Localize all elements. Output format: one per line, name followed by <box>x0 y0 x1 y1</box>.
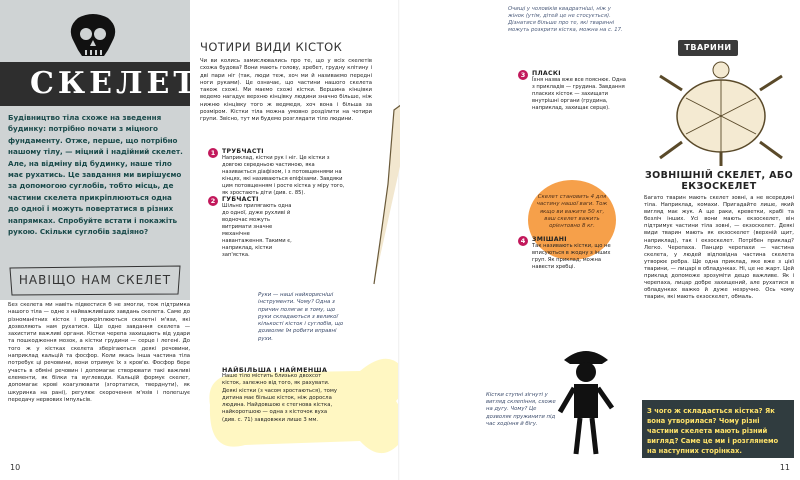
mixed-title: ЗМІШАНІ <box>532 236 567 243</box>
turtle-skeleton-icon <box>646 58 796 168</box>
intro-text: Будівництво тіла схоже на зведення будинку: потрібно почати з міцного фундаменту. Отже, перше, що потрібно нашому тілу, — міцний і надійний скелет. Але, на відміну від будинку, наше тіло має рухатись. Це завдання ми вирішуємо за допомогою суглобів, тобто місць, де частини скелета прикріплюються одна до одної і можуть повертатися в різних напрямках. Спробуйте встати і покажіть рукою. Скільки суглобів задіяно? <box>8 113 183 237</box>
tubular-text: Наприклад, кістки рук і ніг. Це кістки з довгою середньою частиною, яка називається діафізом, і з потовщеннями на кінцях, які називаються епіфізами. Завдяки цим потовщенням і ростe кістка у міру того, як зростають діти (див. с. 85). <box>222 155 345 196</box>
types-body: Чи ви колись замислювались про те, що у всіх скелетів схожа будова? Вони мають голову, хребет, грудну клітину і дві пари ніг (так, люди теж, хоч ми й називаємо передні ноги руками). Це означає, що частини нашого скелета також схожі. Ми маємо схожі кістки. Вершина кінцівки ведемо нагадує верхню кінцівку людини значно більше, ніж нижню кінцівку того ж ведмедя, хоч вона і більша за розміром. Кістки тіла можна умовно розділити на чотири групи. Звісно, тут ми будемо розглядати тіло людини. <box>200 58 372 123</box>
flat-label <box>532 70 626 112</box>
mixed-text: Так називають кістки, що не вписуються в жодну з інших груп. Як приклад, можна навести хребці. <box>532 243 611 270</box>
pelvis-note: Очищі у чоловіків квадратніші, ніж у жінок (утім, дітей це не стосується). Дізнатися більше про те, які тваринні можуть розкрити кісткa, можна на с. 17. <box>508 6 623 33</box>
smallest-heading: НАЙБІЛЬША І НАЙМЕНША <box>222 366 328 374</box>
foot-arch-note: Кістки ступні зігнуті у вигляд склепіння, схоже на дугу. Чому? Це дозволяє пружинити під час ходіння й бігу. <box>486 392 556 427</box>
tubular-label <box>222 148 350 197</box>
spongy-text: Шільно прилягають одна до одної, дуже рухливі й водночас можуть витримати значне механічне навантаження. Такими є, наприклад, кістки зап'ястка. <box>222 203 292 258</box>
why-heading: НАВІЩО НАМ СКЕЛЕТ <box>18 273 172 287</box>
exoskeleton-heading: ЗОВНІШНІЙ СКЕЛЕТ, АБО ЕКЗОСКЕЛЕТ <box>644 170 794 192</box>
skeleton-weight-fact: Скелет становить 4 для частину нашої ваги. Тож якщо ви важите 50 кг, ваш скелет важить орієнтовно 8 кг. <box>528 180 616 260</box>
smallest-text: Наше тіло містить близько двохсот кісток, залежно від того, як рахувати. Деякі кістки (з часом зростаються), тому дитина має більше кісток, ніж доросла людина. Найдовшою є стегнова кістка, найкоротшою — одна з кісточок вуха (див. с. 71) завдовжки лише 3 мм. <box>222 373 338 423</box>
section-heading <box>0 262 190 298</box>
number-1-badge: 1 <box>208 148 218 158</box>
spongy-title: ГУБЧАСТІ <box>222 196 259 203</box>
animals-tag: ТВАРИНИ <box>678 40 738 56</box>
number-3-badge: 3 <box>518 70 528 80</box>
page-title: СКЕЛЕТ <box>0 62 190 106</box>
tubular-title: ТРУБЧАСТІ <box>222 148 264 155</box>
skull-icon <box>8 10 178 65</box>
why-body: Без скелета ми навіть підвестися б не змогли, тож підтримка нашого тіла — одне з найважливіших завдань скелета. Саме до різноманітних кісток і прикріплюються скелетні м'язи, які дозволяють нам рухатися. Ще одне завдання скелета — захистити важливі органи. Кістки черепа захищають від удари та пошкодження мозок, а кістки грудини — серце і легені. До того ж у кістках скелета зберігаються деякі речовини, наприклад кальцій та фосфор. Коли якась інша частина тіла потребує ці речовини, вони отримує їх з кров'ю. Фосфор бере участь в обміні речовин і допомагає створювати такі важливі елементи, як білки та вуглеводи. Кальцій формує скелет, допомагає кровi коагулювати (згортатися, тверднути), як шкуринка на рані), регулює скорочення м'язів і полегшує передачу нервових імпульсів. <box>8 302 190 403</box>
question-box: З чого ж складається кістка? Як вона утворилася? Чому різні частини скелета мають різний вигляд? Саме це ми і розглянемо на наступних сторінках. <box>642 400 794 458</box>
flat-text: Їхня назва вже все пояснює. Одна з прикладів — грудина. Завдання пласких кісток — захищати внутрішні органи (грудина, наприклад, захищає серце). <box>532 77 626 111</box>
pirate-skeleton-icon <box>556 342 616 462</box>
page-number-right: 11 <box>779 463 790 472</box>
exoskeleton-body: Багато тварин мають скелет зовні, а не всередині тіла. Наприклад, комахи. Пригадайте лише, який вигляд має жук. А ще раки, креветки, крабі та безліч інших. Усі вони мають екзоскелет, він підтримує частини тіла зовні, — екзоскелет. Деякі види тварин мають як екзоскелет (верхній щит, наприклад), так і екзоскелет. Потрібен приклад? Легко. Черепаха. Панцир черепахи — частина скелета, у людей відповідна частина скелета утворює ребра. Ще одна приклад, яке вже з цієї тварини, — лицарі в обладунках. Ні, це не жарт. Цей приклад допоможе зрозуміти дещо важливе. Як і черепаха, лицар добре захищений, але рухатися в обладунках важко й дуже незручно. Ось чому тварин, які мають екзоскелет, обмаль. <box>644 195 794 301</box>
hands-note: Руки — наші найкорисніші інструменти. Чому? Одна з причин полягає в тому, що руки складаються з великої кількості кісток і суглобів, що дозволяє їм робити вправні рухи. <box>258 292 344 342</box>
number-4-badge: 4 <box>518 236 528 246</box>
number-2-badge: 2 <box>208 196 218 206</box>
mixed-label <box>532 236 622 271</box>
flat-title: ПЛАСКІ <box>532 70 561 77</box>
types-heading: ЧОТИРИ ВИДИ КІСТОК <box>200 40 343 54</box>
page-number-left: 10 <box>10 463 21 472</box>
spongy-label <box>222 196 292 259</box>
